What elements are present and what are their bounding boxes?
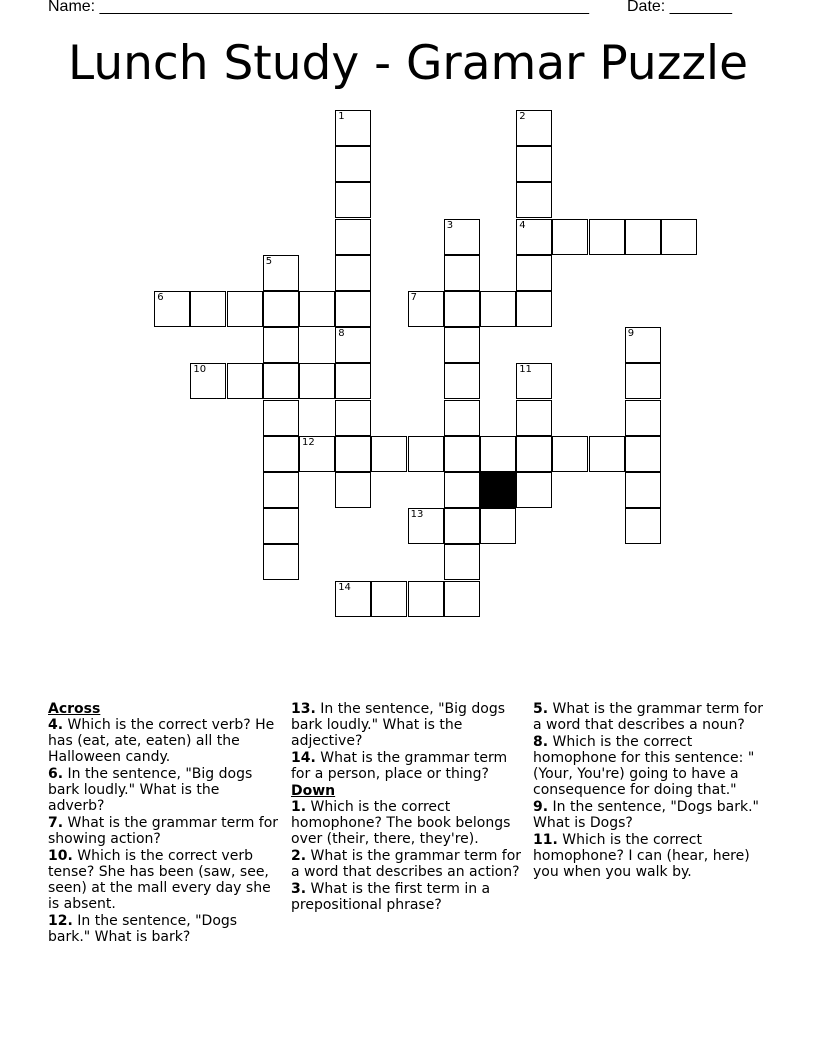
clue-text: Which is the correct verb? He has (eat, ate, eaten) all the Halloween candy.: [48, 717, 275, 765]
clue-item: [48, 848, 280, 912]
clue-number: 11: [519, 364, 532, 376]
clue-number: 8: [338, 328, 345, 340]
clue-text: In the sentence, "Big dogs bark loudly." What is the adjective?: [291, 701, 506, 749]
grid-cell[interactable]: [444, 436, 480, 472]
grid-cell[interactable]: [263, 472, 299, 508]
grid-cell[interactable]: [408, 436, 444, 472]
grid-cell[interactable]: [516, 400, 552, 436]
grid-cell[interactable]: [625, 508, 661, 544]
grid-cell-8[interactable]: [335, 327, 371, 363]
grid-cell[interactable]: [335, 472, 371, 508]
grid-cell[interactable]: [335, 400, 371, 436]
grid-cell[interactable]: [335, 291, 371, 327]
clue-item: [48, 766, 280, 814]
grid-cell[interactable]: [444, 581, 480, 617]
clue-item: [291, 701, 523, 749]
grid-cell[interactable]: [444, 400, 480, 436]
grid-cell[interactable]: [335, 363, 371, 399]
clue-number: 5: [265, 255, 273, 267]
grid-cell-1[interactable]: [335, 110, 371, 146]
across-heading: Across: [48, 701, 101, 717]
grid-cell-2[interactable]: [516, 110, 552, 146]
clue-number: 4: [519, 219, 526, 231]
clue-text: In the sentence, "Big dogs bark loudly." What is the adverb?: [48, 766, 253, 814]
grid-cell[interactable]: [480, 508, 516, 544]
clue-number-label: 11.: [533, 832, 558, 848]
grid-cell[interactable]: [516, 291, 552, 327]
date-field-label: Date: _______: [627, 0, 732, 15]
clue-number: 12: [302, 436, 315, 448]
clue-item: [533, 734, 765, 798]
grid-cell[interactable]: [299, 363, 335, 399]
clues-column-3: [533, 701, 765, 881]
grid-cell[interactable]: [263, 436, 299, 472]
clue-item: [533, 701, 765, 733]
black-cell: [480, 472, 516, 508]
clue-text: In the sentence, "Dogs bark." What is bark?: [48, 913, 238, 945]
down-heading: Down: [291, 783, 336, 799]
clue-number-label: 12.: [48, 913, 73, 929]
clue-number-label: 3.: [291, 881, 307, 897]
grid-cell[interactable]: [227, 363, 263, 399]
grid-cell[interactable]: [480, 291, 516, 327]
clue-text: What is the grammar term for a word that describes a noun?: [533, 701, 764, 733]
grid-cell[interactable]: [589, 436, 625, 472]
grid-cell[interactable]: [552, 436, 588, 472]
clue-item: [48, 717, 280, 765]
grid-cell-13[interactable]: [408, 508, 444, 544]
grid-cell[interactable]: [589, 219, 625, 255]
grid-cell[interactable]: [371, 436, 407, 472]
grid-cell-4[interactable]: [516, 219, 552, 255]
clue-text: What is the first term in a prepositional phrase?: [291, 881, 491, 913]
clue-text: Which is the correct homophone? The book belongs over (their, there, they're).: [291, 799, 511, 847]
clue-number: 13: [410, 509, 424, 521]
clue-number-label: 2.: [291, 848, 307, 864]
clue-number: 1: [338, 111, 345, 122]
grid-cell[interactable]: [444, 327, 480, 363]
grid-cell[interactable]: [335, 219, 371, 255]
grid-cell[interactable]: [335, 146, 371, 182]
clue-number: 10: [193, 364, 207, 376]
clue-text: What is the grammar term for a word that describes an action?: [291, 848, 522, 880]
clue-number: 14: [338, 581, 351, 593]
grid-cell[interactable]: [480, 436, 516, 472]
grid-cell[interactable]: [299, 291, 335, 327]
clue-number: 6: [157, 292, 164, 303]
page-title: Lunch Study - Gramar Puzzle: [67, 36, 749, 91]
grid-cell[interactable]: [516, 255, 552, 291]
clue-number-label: 8.: [533, 734, 549, 750]
grid-cell[interactable]: [444, 544, 480, 580]
clue-number-label: 4.: [48, 717, 64, 733]
clue-text: Which is the correct homophone? I can (hear, here) you when you walk by.: [533, 832, 750, 880]
grid-cell[interactable]: [516, 472, 552, 508]
grid-cell[interactable]: [516, 182, 552, 218]
clue-number-label: 14.: [291, 750, 316, 766]
grid-cell[interactable]: [444, 255, 480, 291]
grid-cell[interactable]: [263, 544, 299, 580]
grid-cell-5[interactable]: [263, 255, 299, 291]
clue-number: 9: [627, 328, 635, 340]
grid-cell[interactable]: [625, 472, 661, 508]
grid-cell[interactable]: [190, 291, 226, 327]
clue-number-label: 5.: [533, 701, 549, 717]
grid-cell[interactable]: [516, 146, 552, 182]
clue-text: In the sentence, "Dogs bark." What is Dogs?: [533, 799, 759, 831]
clue-number: 2: [519, 111, 526, 122]
grid-cell[interactable]: [552, 219, 588, 255]
grid-cell[interactable]: [661, 219, 697, 255]
grid-cell-10[interactable]: [190, 363, 226, 399]
grid-cell[interactable]: [625, 436, 661, 472]
clue-item: [48, 815, 280, 847]
grid-cell[interactable]: [625, 400, 661, 436]
clue-number-label: 7.: [48, 815, 64, 831]
grid-cell-6[interactable]: [154, 291, 190, 327]
grid-cell[interactable]: [444, 363, 480, 399]
grid-cell[interactable]: [263, 327, 299, 363]
grid-cell[interactable]: [263, 508, 299, 544]
grid-cell[interactable]: [263, 400, 299, 436]
grid-cell-14[interactable]: [335, 581, 371, 617]
clue-number-label: 13.: [291, 701, 316, 717]
grid-cell-7[interactable]: [408, 291, 444, 327]
grid-cell[interactable]: [263, 363, 299, 399]
grid-cell[interactable]: [263, 291, 299, 327]
grid-cell[interactable]: [625, 219, 661, 255]
clue-item: [533, 799, 765, 831]
grid-cell[interactable]: [444, 472, 480, 508]
grid-cell[interactable]: [335, 436, 371, 472]
grid-cell[interactable]: [227, 291, 263, 327]
grid-cell[interactable]: [625, 363, 661, 399]
clue-number-label: 1.: [291, 799, 307, 815]
clue-number-label: 6.: [48, 766, 64, 782]
grid-cell[interactable]: [335, 182, 371, 218]
clue-item: [48, 913, 280, 945]
clue-item: [291, 848, 523, 880]
clue-text: Which is the correct verb tense? She has been (saw, see, seen) at the mall every day she is absent.: [48, 848, 271, 912]
grid-cell[interactable]: [408, 581, 444, 617]
clue-text: Which is the correct homophone for this sentence: "(Your, You're) going to have a consequence for doing that.": [533, 734, 755, 798]
clue-text: What is the grammar term for showing action?: [48, 815, 279, 847]
grid-cell[interactable]: [516, 436, 552, 472]
grid-cell-3[interactable]: [444, 219, 480, 255]
clue-text: What is the grammar term for a person, place or thing?: [291, 750, 508, 782]
clue-number-label: 10.: [48, 848, 73, 864]
grid-cell[interactable]: [371, 581, 407, 617]
clue-number: 7: [410, 292, 417, 303]
name-field-label: Name: _______________________________________________________: [48, 0, 589, 15]
grid-cell[interactable]: [335, 255, 371, 291]
clues-column-2: [291, 701, 523, 914]
grid-cell[interactable]: [444, 508, 480, 544]
clues-column-1: [48, 701, 280, 946]
clue-number: 3: [446, 219, 454, 231]
clue-item: [291, 750, 523, 782]
clue-item: [291, 881, 523, 913]
grid-cell-9[interactable]: [625, 327, 661, 363]
clue-item: [291, 799, 523, 847]
clue-number-label: 9.: [533, 799, 549, 815]
clue-item: [533, 832, 765, 880]
grid-cell[interactable]: [444, 291, 480, 327]
grid-cell-12[interactable]: [299, 436, 335, 472]
grid-cell-11[interactable]: [516, 363, 552, 399]
